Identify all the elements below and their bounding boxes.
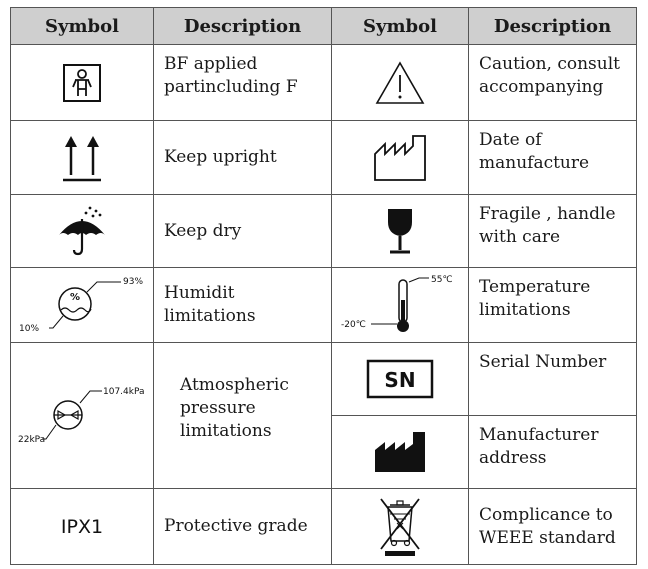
description-cell: Complicance to WEEE standard: [469, 489, 637, 565]
temperature-icon: [337, 274, 463, 336]
table-row: [11, 489, 637, 565]
symbol-cell: [332, 45, 469, 121]
fragile-icon: [383, 206, 417, 256]
table-row: [11, 343, 637, 416]
header-symbol-2: Symbol: [332, 8, 469, 45]
symbol-cell: [11, 195, 154, 268]
humidity-min-label: 10%: [19, 324, 40, 334]
humidity-symbol-label: %: [69, 292, 81, 303]
description-cell: Temperature limitations: [469, 268, 637, 343]
header-row: [11, 8, 637, 45]
symbol-cell: [332, 343, 469, 416]
symbol-cell: [11, 268, 154, 343]
symbol-cell: [332, 268, 469, 343]
symbol-cell: [11, 45, 154, 121]
table-row: [11, 268, 637, 343]
symbol-cell: [332, 416, 469, 489]
description-cell: Protective grade: [154, 489, 332, 565]
ipx1-icon: IPX1: [60, 515, 104, 538]
bf-applied-part-icon: [62, 63, 102, 103]
description-cell: Humidit limitations: [154, 268, 332, 343]
symbols-table: [10, 7, 637, 565]
description-cell: Serial Number: [469, 343, 637, 416]
table-row: [11, 45, 637, 121]
description-cell: Manufacturer address: [469, 416, 637, 489]
table-row: [11, 195, 637, 268]
temp-min-label: -20℃: [341, 320, 366, 330]
description-cell: Date of manufacture: [469, 121, 637, 195]
symbol-cell: [11, 121, 154, 195]
weee-icon: [377, 497, 423, 557]
temp-max-label: 55℃: [431, 275, 453, 285]
symbol-cell: [11, 343, 154, 489]
humidity-max-label: 93%: [123, 277, 144, 287]
symbol-cell: [11, 489, 154, 565]
header-symbol-1: Symbol: [11, 8, 154, 45]
pressure-max-label: 107.4kPa: [103, 386, 145, 397]
atmospheric-pressure-icon: [16, 381, 148, 451]
table-row: [11, 121, 637, 195]
manufacturer-icon: [372, 430, 428, 474]
description-cell: BF applied partincluding F: [154, 45, 332, 121]
keep-dry-icon: [56, 205, 108, 257]
symbol-cell: [332, 489, 469, 565]
description-cell: Keep dry: [154, 195, 332, 268]
symbol-cell: [332, 195, 469, 268]
date-of-manufacture-icon: [372, 134, 428, 182]
serial-number-label: SN: [384, 368, 416, 392]
keep-upright-icon: [59, 133, 105, 183]
description-cell: Atmospheric pressure limitations: [154, 343, 332, 489]
symbol-cell: [332, 121, 469, 195]
description-cell: Keep upright: [154, 121, 332, 195]
serial-number-icon: [366, 359, 434, 399]
description-cell: Caution, consult accompanying: [469, 45, 637, 121]
pressure-min-label: 22kPa: [18, 434, 46, 445]
caution-icon: [374, 60, 426, 106]
humidity-icon: [17, 274, 147, 336]
header-description-2: Description: [469, 8, 637, 45]
header-description-1: Description: [154, 8, 332, 45]
description-cell: Fragile , handle with care: [469, 195, 637, 268]
